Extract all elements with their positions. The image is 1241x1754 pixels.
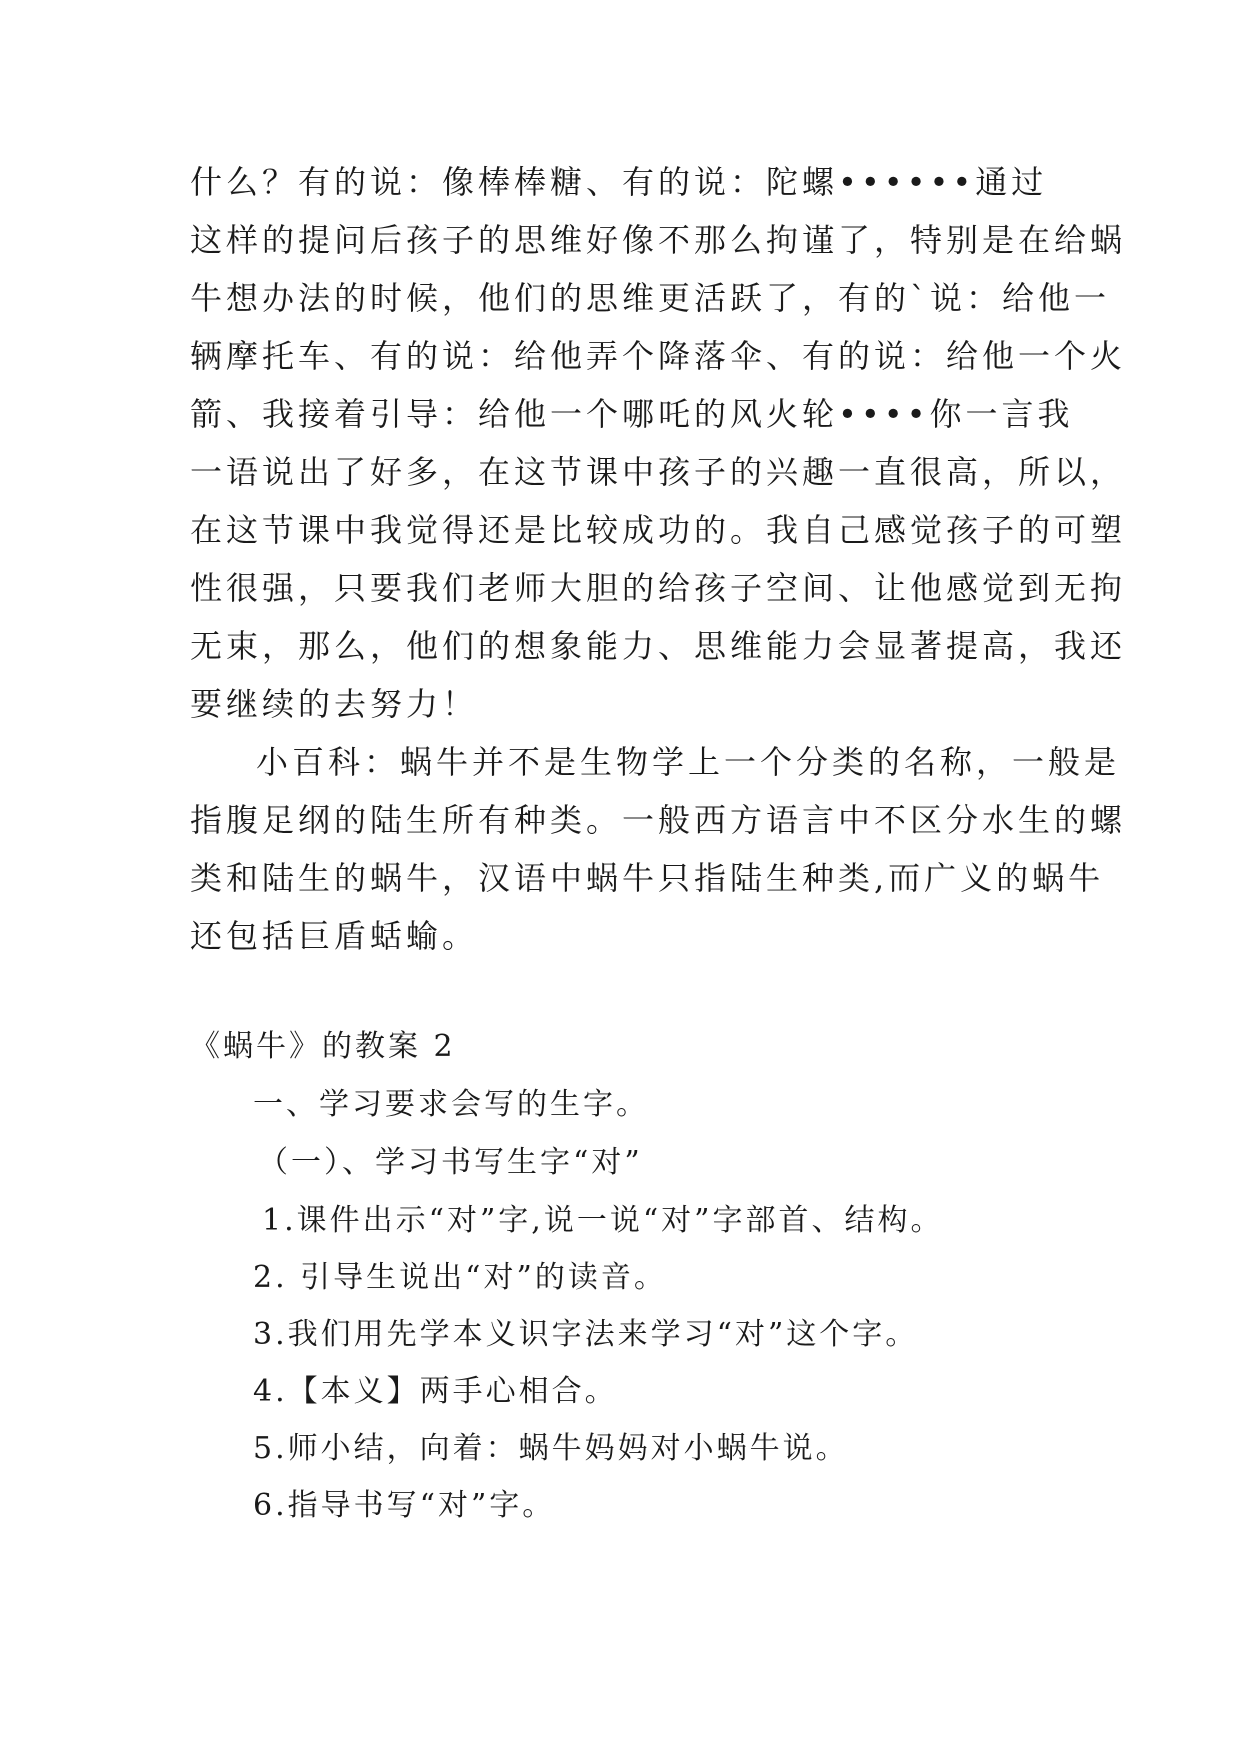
list-item: 一、学习要求会写的生字。	[253, 1087, 649, 1122]
reflection-paragraph	[190, 153, 1127, 733]
list-item: 1.课件出示“对”字,说一说“对”字部首、结构。	[262, 1203, 944, 1238]
paragraph-line: 指腹足纲的陆生所有种类。一般西方语言中不区分水生的螺	[190, 801, 1127, 839]
encyclopedia-paragraph	[190, 733, 1127, 965]
paragraph-line: 这样的提问后孩子的思维好像不那么拘谨了，特别是在给蜗	[190, 221, 1127, 259]
list-item: 5.师小结，向着：蜗牛妈妈对小蜗牛说。	[253, 1431, 849, 1466]
paragraph-line: 性很强，只要我们老师大胆的给孩子空间、让他感觉到无拘	[190, 569, 1127, 607]
list-item: 6.指导书写“对”字。	[253, 1488, 556, 1523]
paragraph-line: 小百科：蜗牛并不是生物学上一个分类的名称，一般是	[256, 743, 1121, 781]
paragraph-line: 在这节课中我觉得还是比较成功的。我自己感觉孩子的可塑	[190, 511, 1127, 549]
paragraph-line: 牛想办法的时候，他们的思维更活跃了，有的`说：给他一	[190, 279, 1111, 317]
paragraph-line: 什么？有的说：像棒棒糖、有的说：陀螺••••••通过	[190, 163, 1048, 201]
paragraph-line: 一语说出了好多，在这节课中孩子的兴趣一直很高，所以，	[190, 453, 1127, 491]
paragraph-line: 类和陆生的蜗牛，汉语中蜗牛只指陆生种类,而广义的蜗牛	[190, 859, 1105, 897]
paragraph-line: 无束，那么，他们的想象能力、思维能力会显著提高，我还	[190, 627, 1127, 665]
list-item: 2. 引导生说出“对”的读音。	[253, 1260, 667, 1295]
section-title: 《蜗牛》的教案 2	[190, 1029, 456, 1064]
list-item: 4.【本义】两手心相合。	[253, 1374, 618, 1409]
paragraph-line: 箭、我接着引导：给他一个哪吒的风火轮••••你一言我	[190, 395, 1074, 433]
paragraph-line: 还包括巨盾蛞蝓。	[190, 917, 479, 955]
paragraph-line: 辆摩托车、有的说：给他弄个降落伞、有的说：给他一个火	[190, 337, 1127, 375]
list-item: 3.我们用先学本义识字法来学习“对”这个字。	[253, 1317, 919, 1352]
list-item: （一）、学习书写生字“对”	[258, 1145, 643, 1180]
paragraph-line: 要继续的去努力！	[190, 685, 479, 723]
